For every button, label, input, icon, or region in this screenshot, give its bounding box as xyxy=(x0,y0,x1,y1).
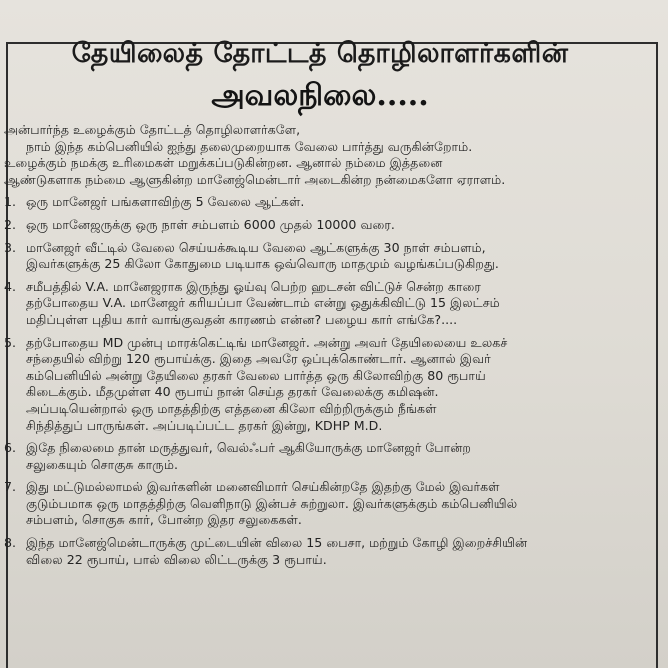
item-number: 8. xyxy=(4,535,17,551)
item-line: சந்தையில் விற்று 120 ரூபாய்க்கு. இதை அவரே ஒப்புக்கொண்டார். ஆனால் இவர் xyxy=(26,351,491,367)
item-line: சலுகையும் சொகுசு காரும். xyxy=(26,456,178,472)
item-line: தற்போதைய V.A. மானேஜர் கரியப்பா வேண்டாம் என்று ஒதுக்கிவிட்டு 15 இலட்சம் xyxy=(26,295,500,311)
item-number: 5. xyxy=(4,334,17,350)
intro-line: ஆண்டுகளாக நம்மை ஆளுகின்ற மானேஜ்மென்டார் அடைகின்ற நன்மைகளோ ஏராளம். xyxy=(4,171,506,187)
title-line-1: தேயிலைத் தோட்டத் தொழிலாளர்களின் xyxy=(71,38,569,69)
item-line: மதிப்புள்ள புதிய கார் வாங்குவதன் காரணம் என்ன? பழைய கார் எங்கே?.... xyxy=(26,311,458,327)
item-line: கிடைக்கும். மீதமுள்ள 40 ரூபாய் நான் செய்த தரகர் வேலைக்கு கமிஷன். xyxy=(26,384,439,400)
item-line: இவர்களுக்கு 25 கிலோ கோதுமை படியாக ஒவ்வொரு மாதமும் வழங்கப்படுகிறது. xyxy=(26,256,499,272)
list-item xyxy=(4,535,656,568)
item-number: 2. xyxy=(4,216,17,232)
item-number: 6. xyxy=(4,440,17,456)
item-line: அப்படியென்றால் ஒரு மாதத்திற்கு எத்தனை கிலோ விற்றிருக்கும் நீங்கள் xyxy=(26,400,437,416)
item-line: விலை 22 ரூபாய், பால் விலை லிட்டருக்கு 3 ரூபாய். xyxy=(26,551,327,567)
list-item xyxy=(4,479,656,529)
item-line: இதே நிலைமை தான் மருத்துவர், வெல்ஃபர் ஆகியோருக்கு மானேஜர் போன்ற xyxy=(26,440,471,456)
list-item xyxy=(4,335,656,435)
intro-line: உழைக்கும் நமக்கு உரிமைகள் மறுக்கப்படுகின்றன. ஆனால் நம்மை இத்தனை xyxy=(4,155,443,171)
item-number: 3. xyxy=(4,239,17,255)
list-item xyxy=(4,279,656,329)
item-line: குடும்பமாக ஒரு மாதத்திற்கு வெளிநாடு இன்பச் சுற்றுலா. இவர்களுக்கும் கம்பெனியில் xyxy=(26,495,518,511)
item-line: ஒரு மானேஜர் பங்களாவிற்கு 5 வேலை ஆட்கள். xyxy=(26,194,305,210)
intro-line: நாம் இந்த கம்பெனியில் ஐந்து தலைமுறையாக வேலை பார்த்து வருகின்றோம். xyxy=(26,138,473,154)
item-line: கம்பெனியில் அன்று தேயிலை தரகர் வேலை பார்த்த ஒரு கிலோவிற்கு 80 ரூபாய் xyxy=(26,367,486,383)
item-line: ஒரு மானேஜருக்கு ஒரு நாள் சம்பளம் 6000 முதல் 10000 வரை. xyxy=(26,216,395,232)
item-number: 7. xyxy=(4,479,17,495)
list-item xyxy=(4,240,656,273)
item-line: இது மட்டுமல்லாமல் இவர்களின் மனைவிமார் செய்கின்றதே இதற்கு மேல் இவர்கள் xyxy=(26,479,500,495)
item-number: 1. xyxy=(4,194,17,210)
item-number: 4. xyxy=(4,278,17,294)
item-line: சமீபத்தில் V.A. மானேஜராக இருந்து ஓய்வு பெற்ற ஹடசன் விட்டுச் சென்ற காரை xyxy=(26,278,481,294)
item-line: இந்த மானேஜ்மென்டாருக்கு முட்டையின் விலை 15 பைசா, மற்றும் கோழி இறைச்சியின் xyxy=(26,535,528,551)
list-item xyxy=(4,217,656,234)
item-line: தற்போதைய MD முன்பு மாரக்கெட்டிங் மானேஜர். அன்று அவர் தேயிலையை உலகச் xyxy=(26,334,508,350)
item-line: சிந்தித்துப் பாருங்கள். அப்படிப்பட்ட தரகர் இன்று, KDHP M.D. xyxy=(26,417,383,433)
notice-body xyxy=(4,122,656,568)
list-item xyxy=(4,440,656,473)
title-line-2: அவலநிலை..... xyxy=(211,78,429,113)
list-item xyxy=(4,194,656,211)
item-line: மானேஜர் வீட்டில் வேலை செய்யக்கூடிய வேலை ஆட்களுக்கு 30 நாள் சம்பளம், xyxy=(26,239,486,255)
salutation: அன்பார்ந்த உழைக்கும் தோட்டத் தொழிலாளர்களே, xyxy=(4,122,301,137)
item-line: சம்பளம், சொகுசு கார், போன்ற இதர சலுகைகள். xyxy=(26,512,302,528)
